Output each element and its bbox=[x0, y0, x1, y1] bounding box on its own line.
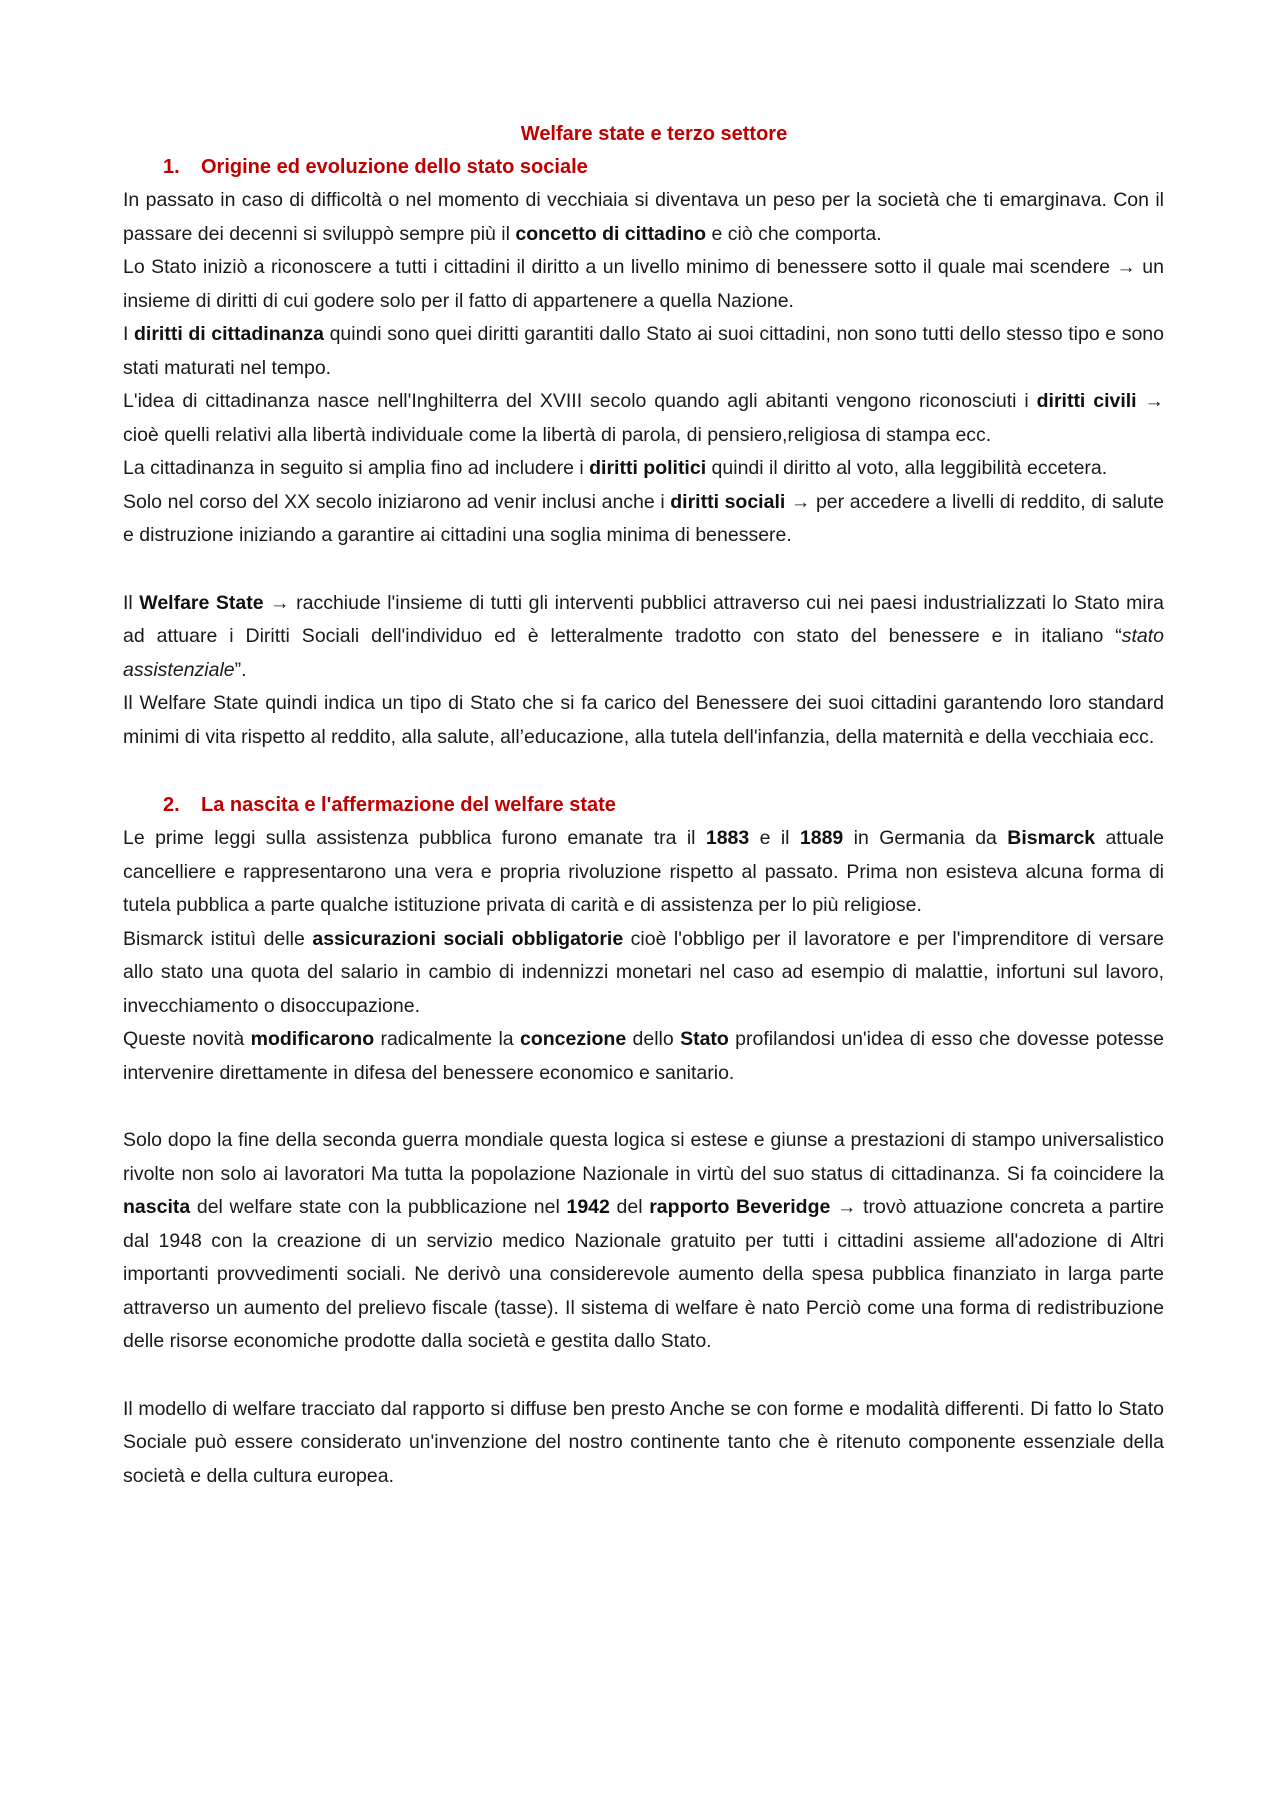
spacer bbox=[123, 754, 1164, 788]
paragraph: Solo dopo la fine della seconda guerra mondiale questa logica si estese e giunse a prestazioni di stampo universalistico rivolte non solo ai lavoratori Ma tutta la popolazione Nazionale in virtù del suo status di cittadinanza. Si fa coincidere la nascita del welfare state con la pubblicazione nel 1942 del rapporto Beveridge → trovò attuazione concreta a partire dal 1948 con la creazione di un servizio medico Nazionale gratuito per tutti i cittadini assieme all'adozione di Altri importanti provvedimenti sociali. Ne derivò una considerevole aumento della spesa pubblica finanziato in larga parte attraverso un aumento del prelievo fiscale (tasse). Il sistema di welfare è nato Perciò come una forma di redistribuzione delle risorse economiche prodotte dalla società e gestita dallo Stato. bbox=[123, 1129, 1164, 1352]
section-title: Origine ed evoluzione dello stato sociale bbox=[201, 156, 588, 178]
paragraph: Solo nel corso del XX secolo iniziarono ad venir inclusi anche i diritti sociali → per accedere a livelli di reddito, di salute e distruzione iniziando a garantire ai cittadini una soglia minima di benessere. bbox=[123, 490, 1164, 546]
spacer bbox=[123, 553, 1164, 587]
section-number: 2. bbox=[163, 794, 180, 816]
paragraph: Queste novità modificarono radicalmente la concezione dello Stato profilandosi un'idea di esso che dovesse potesse intervenire direttamente in difesa del benessere economico e sanitario. bbox=[123, 1028, 1164, 1084]
paragraph: I diritti di cittadinanza quindi sono quei diritti garantiti dallo Stato ai suoi cittadini, non sono tutti dello stesso tipo e sono stati maturati nel tempo. bbox=[123, 323, 1164, 379]
paragraph: Bismarck istituì delle assicurazioni sociali obbligatorie cioè l'obbligo per il lavoratore e per l'imprenditore di versare allo stato una quota del salario in cambio di indennizzi monetari nel caso ad esempio di malattie, infortuni sul lavoro, invecchiamento o disoccupazione. bbox=[123, 927, 1165, 1017]
section-title: La nascita e l'affermazione del welfare state bbox=[201, 794, 616, 816]
section-heading-1 bbox=[163, 150, 1164, 184]
document-page bbox=[123, 118, 1164, 1493]
paragraph: Il Welfare State → racchiude l'insieme di tutti gli interventi pubblici attraverso cui nei paesi industrializzati lo Stato mira ad attuare i Diritti Sociali dell'individuo ed è letteralmente tradotto con stato del benessere e in italiano “stato assistenziale”. bbox=[123, 591, 1164, 681]
section-number: 1. bbox=[163, 156, 180, 178]
paragraph: Lo Stato iniziò a riconoscere a tutti i cittadini il diritto a un livello minimo di benessere sotto il quale mai scendere → un insieme di diritti di cui godere solo per il fatto di appartenere a quella Nazione. bbox=[123, 256, 1164, 312]
spacer bbox=[123, 1359, 1164, 1393]
paragraph: Il modello di welfare tracciato dal rapporto si diffuse ben presto Anche se con forme e modalità differenti. Di fatto lo Stato Sociale può essere considerato un'invenzione del nostro continente tanto che è ritenuto componente essenziale della società e della cultura europea. bbox=[123, 1397, 1164, 1487]
paragraph: In passato in caso di difficoltà o nel momento di vecchiaia si diventava un peso per la società che ti emarginava. Con il passare dei decenni si sviluppò sempre più il concetto di cittadino e ciò che comporta. bbox=[123, 189, 1164, 245]
spacer bbox=[123, 1090, 1164, 1124]
document-title: Welfare state e terzo settore bbox=[520, 123, 788, 145]
paragraph: Il Welfare State quindi indica un tipo di Stato che si fa carico del Benessere dei suoi cittadini garantendo loro standard minimi di vita rispetto al reddito, alla salute, all’educazione, alla tutela dell'infanzia, della maternità e della vecchiaia ecc. bbox=[123, 692, 1164, 748]
paragraph: La cittadinanza in seguito si amplia fino ad includere i diritti politici quindi il diritto al voto, alla leggibilità eccetera. bbox=[123, 457, 1108, 479]
paragraph: L'idea di cittadinanza nasce nell'Inghilterra del XVIII secolo quando agli abitanti vengono riconosciuti i diritti civili → cioè quelli relativi alla libertà individuale come la libertà di parola, di pensiero,religiosa di stampa ecc. bbox=[123, 390, 1164, 446]
paragraph: Le prime leggi sulla assistenza pubblica furono emanate tra il 1883 e il 1889 in Germania da Bismarck attuale cancelliere e rappresentarono una vera e propria rivoluzione rispetto al passato. Prima non esisteva alcuna forma di tutela pubblica a parte qualche istituzione privata di carità e di assistenza per lo più religiose. bbox=[123, 827, 1164, 916]
section-heading-2 bbox=[163, 788, 1164, 822]
